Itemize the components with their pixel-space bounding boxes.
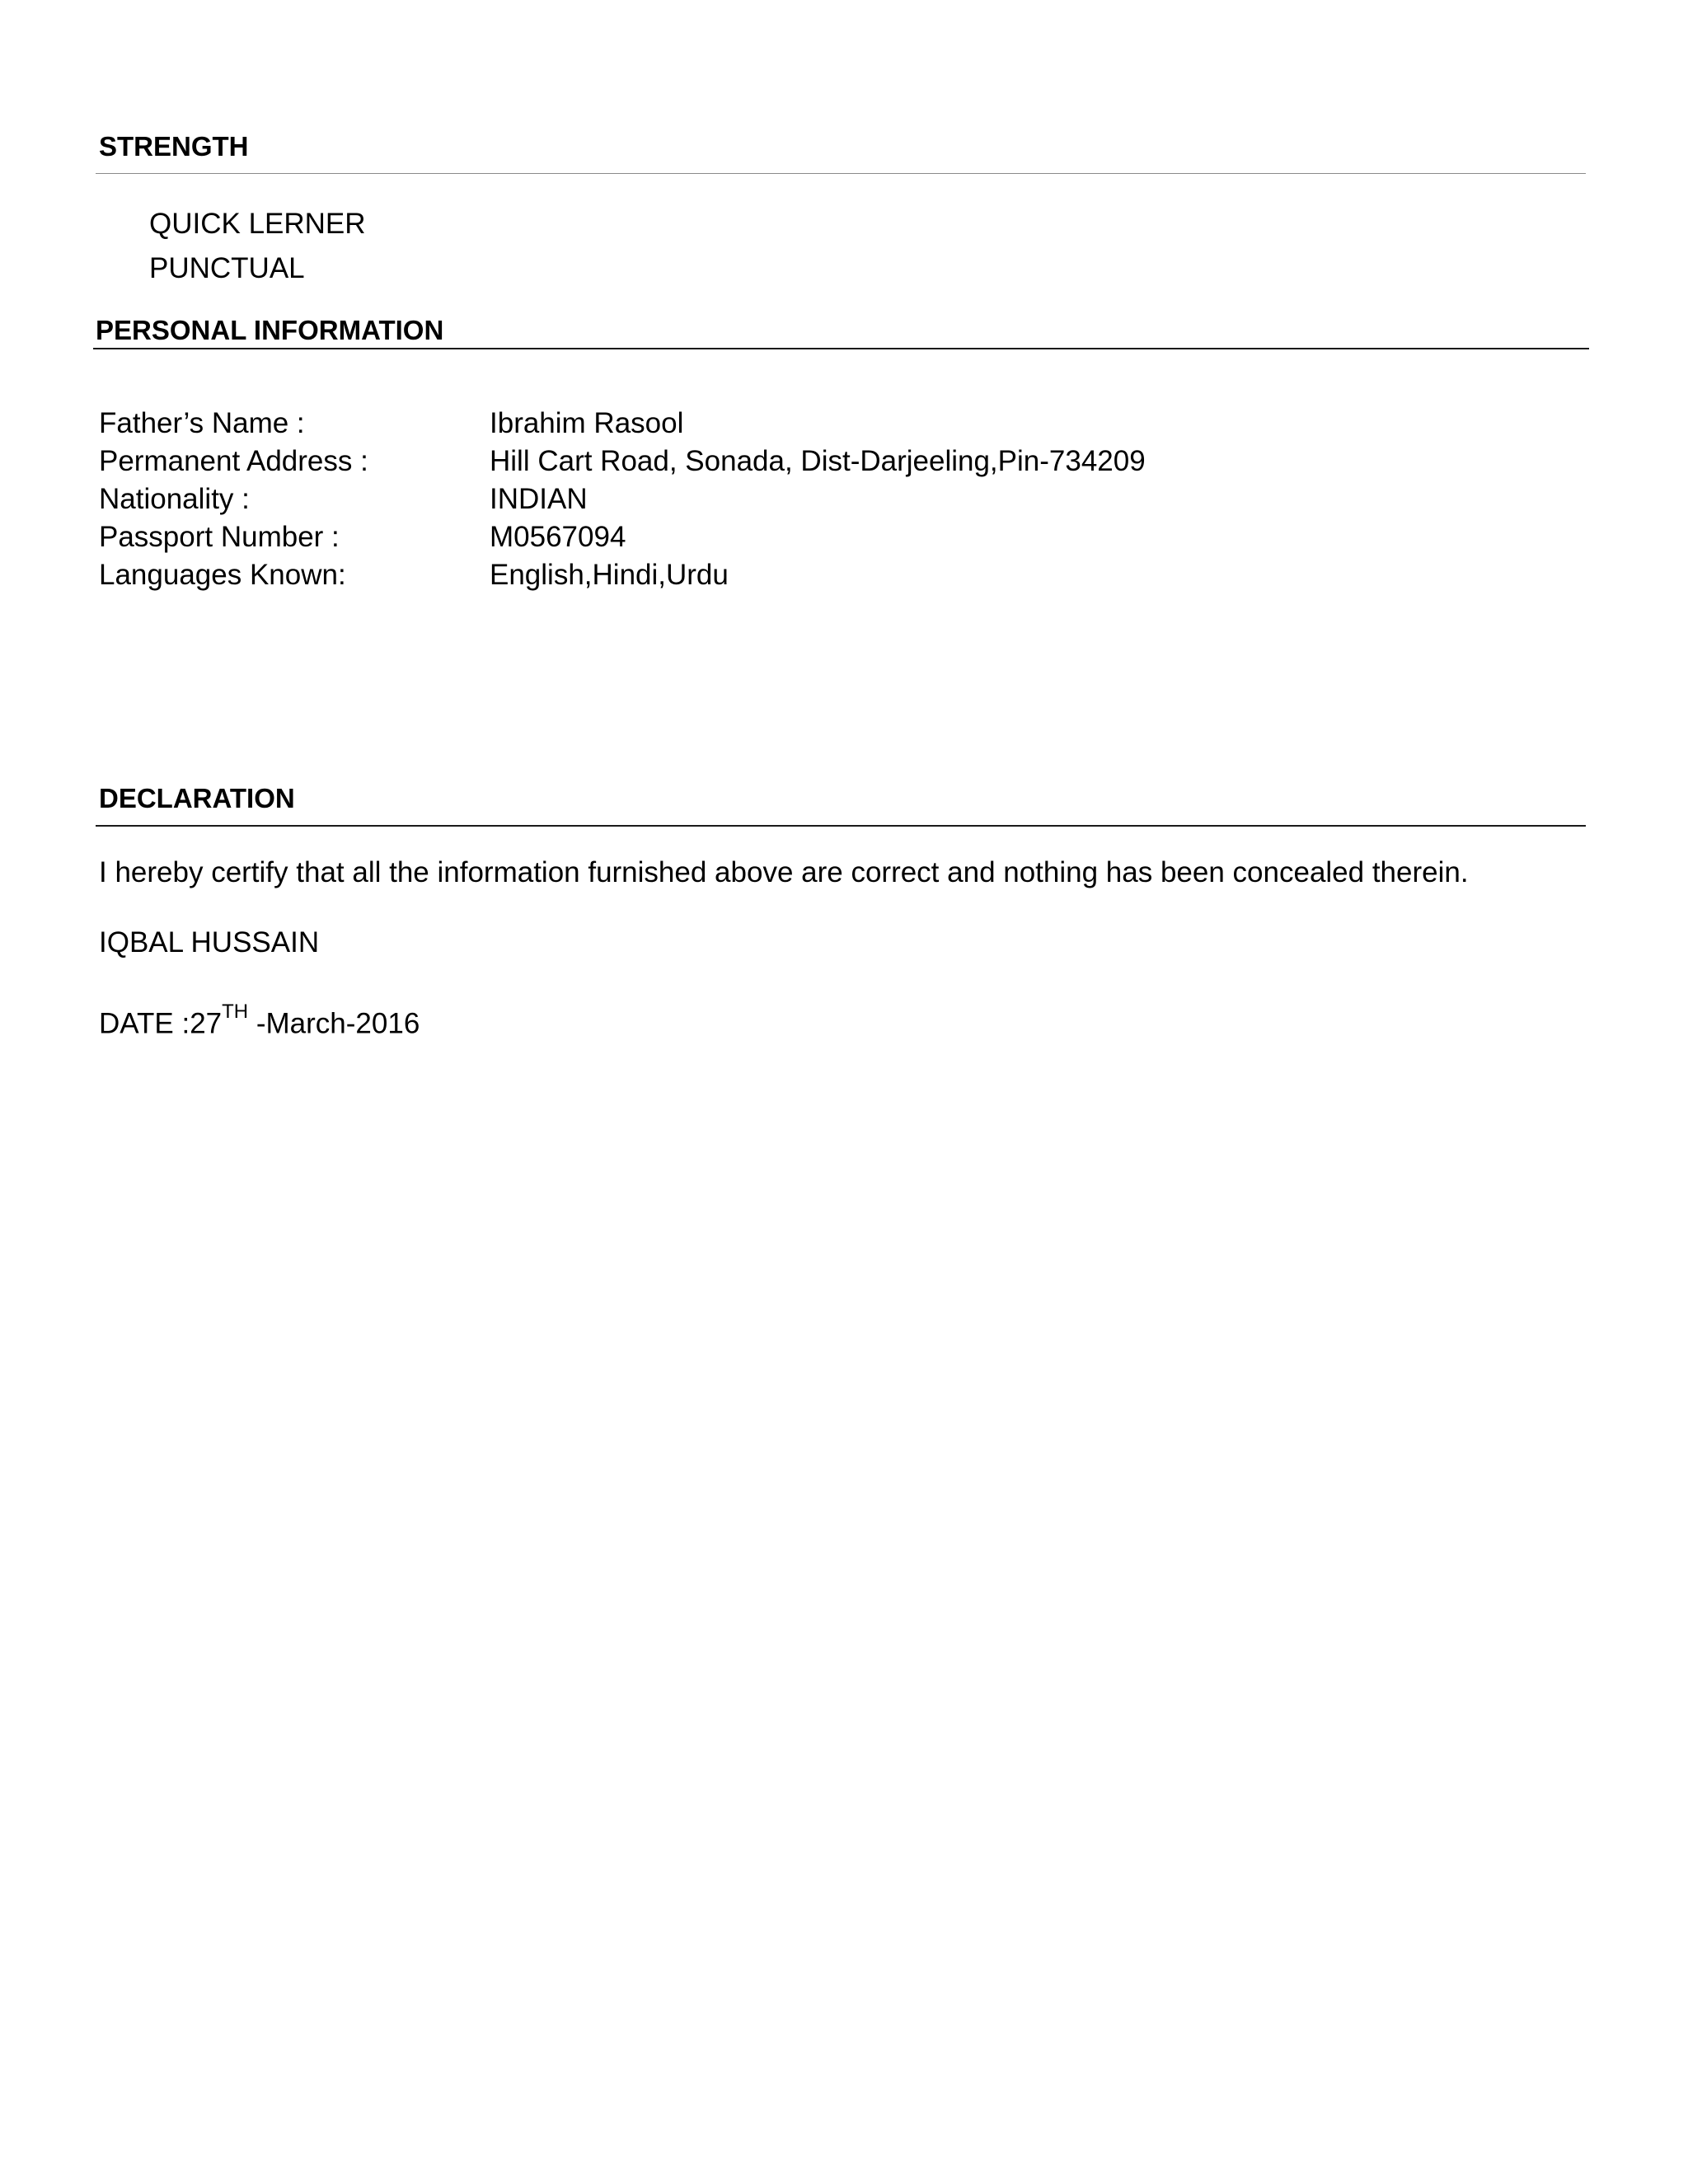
- declaration-statement: I hereby certify that all the information furnished above are correct and nothing has been concealed therein.: [99, 856, 1469, 888]
- list-item: PUNCTUAL: [149, 252, 305, 284]
- info-row-languages-known: [99, 556, 1335, 594]
- info-value: English,Hindi,Urdu: [490, 559, 729, 591]
- info-row-nationality: [99, 480, 1335, 518]
- date-month-year: -March-2016: [248, 1007, 420, 1040]
- info-label: Father’s Name :: [99, 407, 305, 439]
- strength-heading: STRENGTH: [99, 131, 249, 162]
- info-row-fathers-name: [99, 405, 1335, 443]
- info-label: Permanent Address :: [99, 445, 368, 477]
- info-label: Passport Number :: [99, 521, 340, 553]
- info-row-passport-number: [99, 518, 1335, 556]
- personal-information-divider: [93, 348, 1589, 349]
- personal-information-heading: PERSONAL INFORMATION: [96, 315, 444, 345]
- date-day: DATE :27: [99, 1007, 223, 1040]
- list-item: QUICK LERNER: [149, 208, 366, 240]
- info-value: Hill Cart Road, Sonada, Dist-Darjeeling,Pin-734209: [490, 445, 1146, 477]
- info-value: Ibrahim Rasool: [490, 407, 684, 439]
- declaration-heading: DECLARATION: [99, 783, 295, 813]
- info-label: Languages Known:: [99, 559, 346, 591]
- date-ordinal-suffix: TH: [222, 1001, 249, 1023]
- declaration-divider: [96, 825, 1586, 827]
- info-value: INDIAN: [490, 483, 588, 515]
- signatory-name: IQBAL HUSSAIN: [99, 926, 320, 958]
- info-label: Nationality :: [99, 483, 250, 515]
- declaration-date: [99, 999, 420, 1043]
- info-row-permanent-address: [99, 443, 1335, 480]
- strength-list: [149, 202, 366, 291]
- info-value: M0567094: [490, 521, 626, 553]
- strength-divider: [96, 173, 1586, 174]
